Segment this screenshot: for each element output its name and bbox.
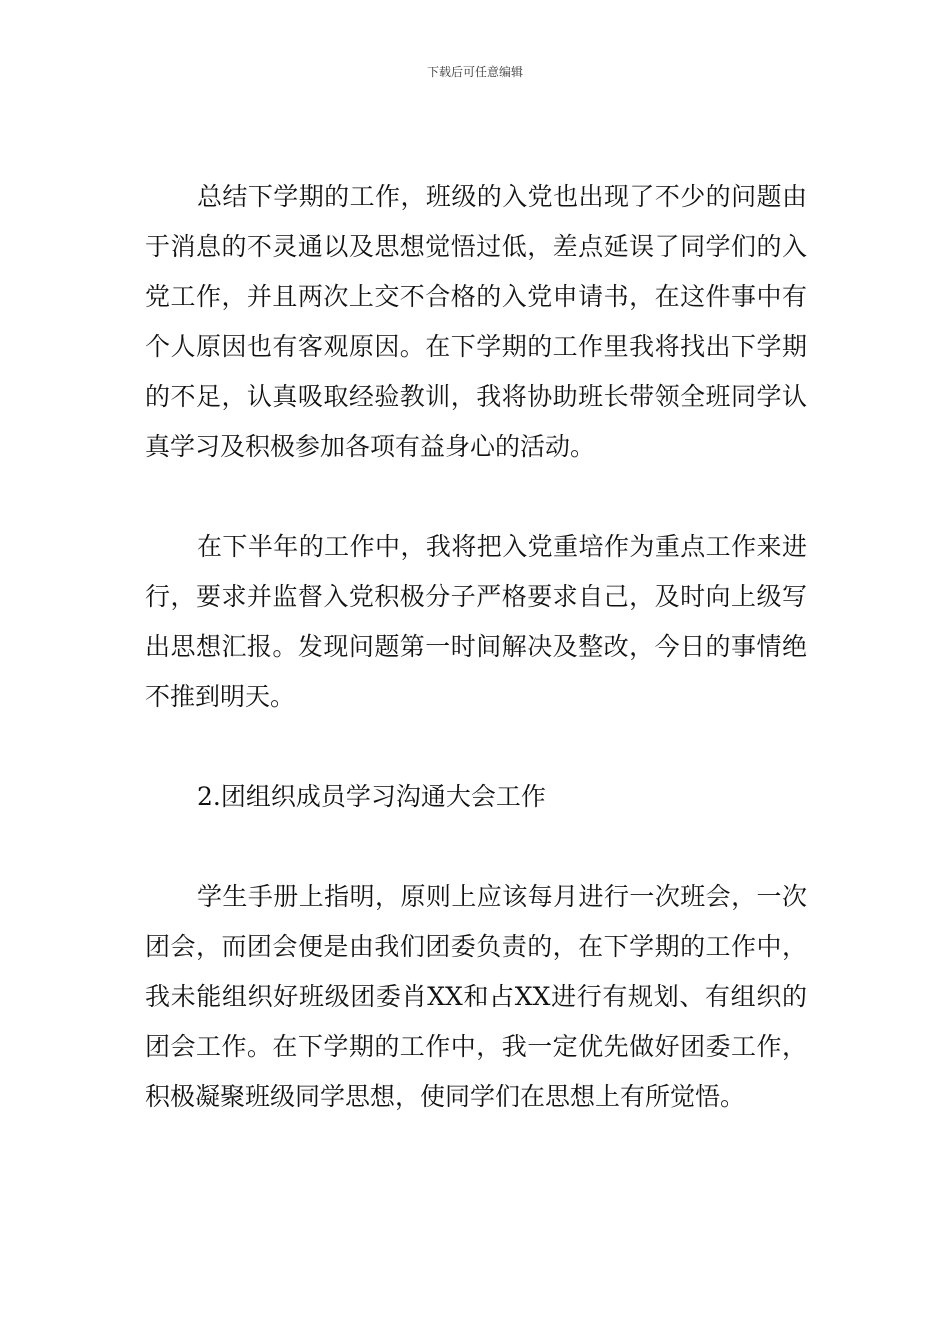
document-body xyxy=(145,172,807,1122)
paragraph-league-meeting: 学生手册上指明，原则上应该每月进行一次班会，一次团会，而团会便是由我们团委负责的，在下学期的工作中，我未能组织好班级团委肖XX和占XX进行有规划、有组织的团会工作。在下学期的工作中，我一定优先做好团委工作，积极凝聚班级同学思想，使同学们在思想上有所觉悟。 xyxy=(145,882,807,1111)
section-heading-league-meeting: 2.团组织成员学习沟通大会工作 xyxy=(197,782,546,811)
paragraph-second-half-plan: 在下半年的工作中，我将把入党重培作为重点工作来进行，要求并监督入党积极分子严格要求自己，及时向上级写出思想汇报。发现问题第一时间解决及整改，今日的事情绝不推到明天。 xyxy=(145,532,807,711)
header-note: 下载后可任意编辑 xyxy=(426,65,523,79)
paragraph-summary: 总结下学期的工作，班级的入党也出现了不少的问题由于消息的不灵通以及思想觉悟过低，差点延误了同学们的入党工作，并且两次上交不合格的入党申请书，在这件事中有个人原因也有客观原因。在下学期的工作里我将找出下学期的不足，认真吸取经验教训，我将协助班长带领全班同学认真学习及积极参加各项有益身心的活动。 xyxy=(145,182,807,461)
